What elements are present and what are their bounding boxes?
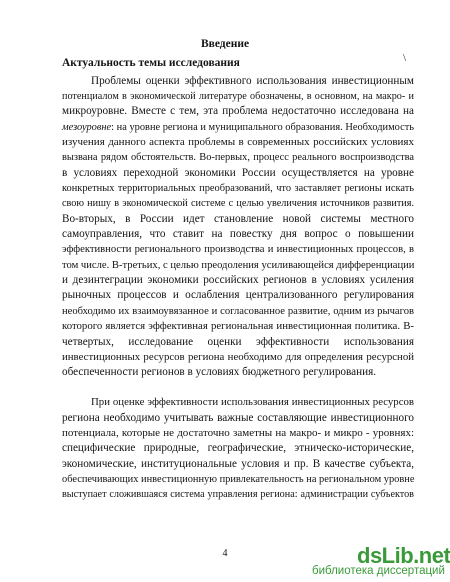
text-line xyxy=(62,319,414,334)
text-line xyxy=(62,89,414,104)
text-run: инвестиционных ресурсов региона необходимо для определения ресурсной xyxy=(62,351,414,363)
text-run: рыночных процессов и ослабления централизованного регулирования xyxy=(62,289,414,301)
text-line xyxy=(62,472,414,487)
text-line xyxy=(62,104,414,119)
text-line xyxy=(62,304,414,319)
watermark-logo-text: dsLib.net xyxy=(357,543,450,568)
text-line xyxy=(62,227,414,242)
text-line xyxy=(62,288,414,303)
text-line xyxy=(62,181,414,196)
text-run: обеспеченности регионов в условиях бюджетного регулирования. xyxy=(62,366,377,378)
text-run: самоуправления, что ставит на повестку дня вопрос о повышении xyxy=(62,228,414,240)
text-line xyxy=(62,120,414,135)
text-line xyxy=(62,365,414,380)
text-run: региона необходимо учитывать важные составляющие инвестиционного xyxy=(62,412,414,424)
text-line xyxy=(62,487,414,502)
text-run: Во-вторых, в России идет становление новой системы местного xyxy=(62,213,414,225)
text-line xyxy=(62,166,414,181)
text-line xyxy=(91,74,414,89)
text-line xyxy=(62,441,414,456)
text-run: При оценке эффективности использования инвестиционных ресурсов xyxy=(91,396,414,408)
text-line xyxy=(91,395,414,410)
emphasized-term: мезоуровне xyxy=(62,122,112,133)
text-line xyxy=(62,135,414,150)
margin-mark: \ xyxy=(403,52,407,64)
text-run: специфические природные, географические, этническо-исторические, xyxy=(62,442,414,454)
text-run: Проблемы оценки эффективного использования инвестиционным xyxy=(91,75,414,87)
text-run: микроуровне. Вместе с тем, эта проблема недостаточно исследована на xyxy=(62,105,414,117)
watermark-caption: библиотека диссертаций xyxy=(312,565,445,577)
text-line xyxy=(62,242,414,257)
text-run: в условиях переходной экономики России осуществляется на уровне xyxy=(62,167,414,179)
text-run: потенциала, которые не достаточно заметны на макро- и микро - уровнях: xyxy=(62,427,414,439)
text-run: конкретных территориальных преобразований, что заставляет регионы искать xyxy=(62,183,414,194)
watermark-logo xyxy=(357,545,450,567)
text-run: эффективности регионального производства и инвестиционных процессов, в xyxy=(62,244,414,255)
text-run: : на уровне региона и муниципального образования. Необходимость xyxy=(111,122,414,133)
text-line xyxy=(62,411,414,426)
text-run: которого является эффективная региональная инвестиционная политика. В- xyxy=(62,320,414,332)
text-line xyxy=(62,196,414,211)
text-run: выступает сложившаяся система управления региона: администрации субъектов xyxy=(62,489,414,500)
text-line xyxy=(62,273,414,288)
text-line xyxy=(62,350,414,365)
text-run: четвертых, исследование оценки эффективности использования xyxy=(62,336,414,348)
text-line xyxy=(62,335,414,350)
text-run: свою нишу в экономической системе с целью увеличения источников развития. xyxy=(62,198,414,209)
section-subheading: Актуальность темы исследования xyxy=(62,57,240,69)
text-run: потенциалом в экономической литературе обозначены, в основном, на макро- и xyxy=(62,91,414,102)
page-heading: Введение xyxy=(200,38,250,50)
page-number: 4 xyxy=(222,548,228,559)
text-run: необходимо их взаимоувязанное и согласованное развитие, одним из рычагов xyxy=(62,306,414,317)
text-run: обеспечивающих инвестиционную привлекательность на региональном уровне xyxy=(62,474,415,485)
text-run: том числе. В-третьих, с целью преодоления усиливающейся дифференциации xyxy=(62,260,415,271)
text-run: экономические, институциональные условия и пр. В качестве субъекта, xyxy=(62,458,414,470)
text-line xyxy=(62,426,414,441)
text-line xyxy=(62,258,414,273)
text-line xyxy=(62,457,414,472)
text-line xyxy=(62,212,414,227)
text-run: вызвана рядом обстоятельств. Во-первых, процесс реального воспроизводства xyxy=(62,152,414,163)
text-run: изучения данного аспекта проблемы в современных российских условиях xyxy=(62,136,414,148)
text-line xyxy=(62,150,414,165)
text-run: и дезинтеграции экономики российских регионов в условиях усиления xyxy=(62,274,414,286)
